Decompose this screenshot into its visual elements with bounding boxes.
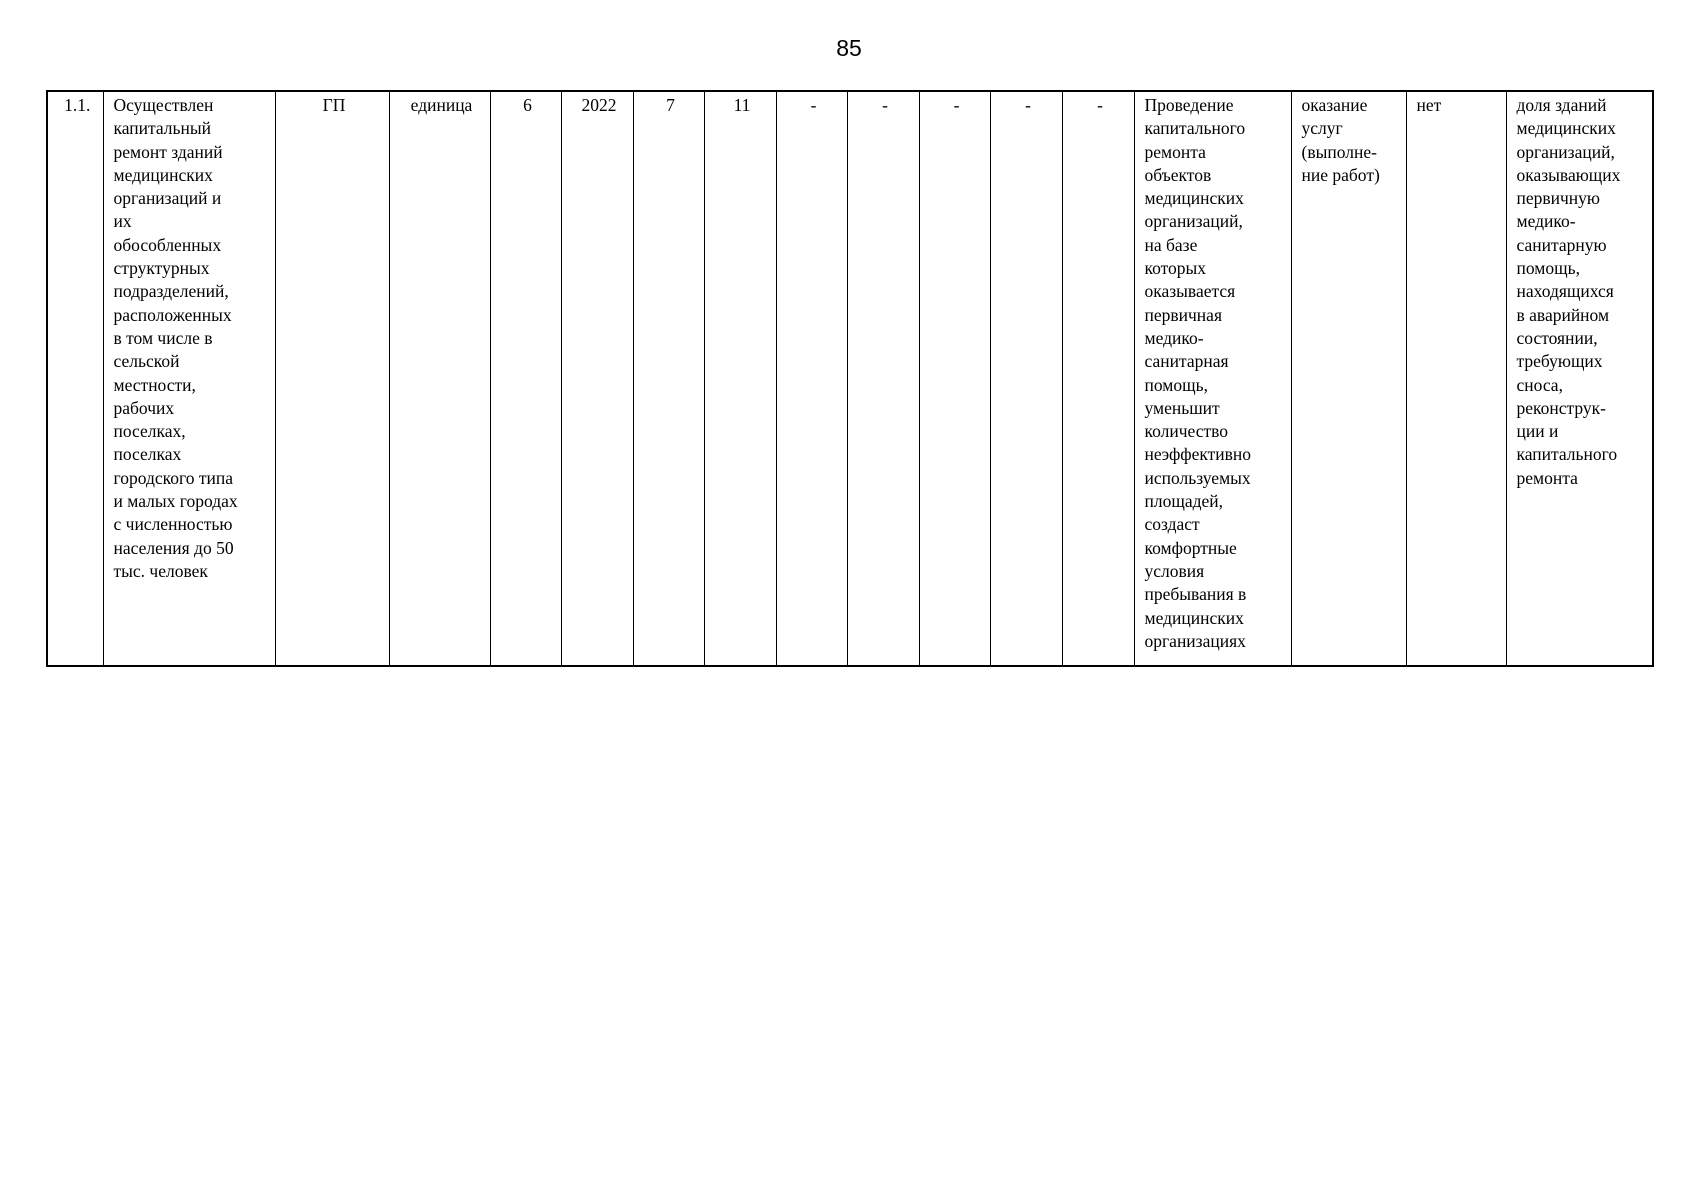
document-table [46,90,1654,667]
cell-value-4: - [847,91,919,666]
cell-unit: единица [389,91,490,666]
page-number: 85 [836,35,862,61]
cell-value-6: - [990,91,1062,666]
cell-value-2: 11 [704,91,776,666]
cell-indicator: доля зданий медицинских организаций, оказывающих первичную медико- санитарную помощь, находящихся в аварийном состоянии, требующих сноса, реконструк- ции и капитального ремонта [1506,91,1653,666]
cell-value-7: - [1062,91,1134,666]
cell-result-type: оказание услуг (выполне- ние работ) [1291,91,1406,666]
cell-value-3: - [776,91,847,666]
cell-result-description: Проведение капитального ремонта объектов медицинских организаций, на базе которых оказывается первичная медико- санитарная помощь, уменьшит количество неэффективно используемых площадей, создаст комфортные условия пребывания в медицинских организациях [1134,91,1291,666]
cell-description: Осуществлен капитальный ремонт зданий медицинских организаций и их обособленных структурных подразделений, расположенных в том числе в сельской местности, рабочих поселках, поселках городского типа и малых городах с численностью населения до 50 тыс. человек [103,91,275,666]
cell-value-5: - [919,91,990,666]
cell-number: 1.1. [47,91,103,666]
cell-value-1: 7 [633,91,704,666]
cell-base-year: 2022 [561,91,633,666]
cell-related: нет [1406,91,1506,666]
cell-level: ГП [275,91,389,666]
cell-base-value: 6 [490,91,561,666]
table-row [47,91,1653,666]
